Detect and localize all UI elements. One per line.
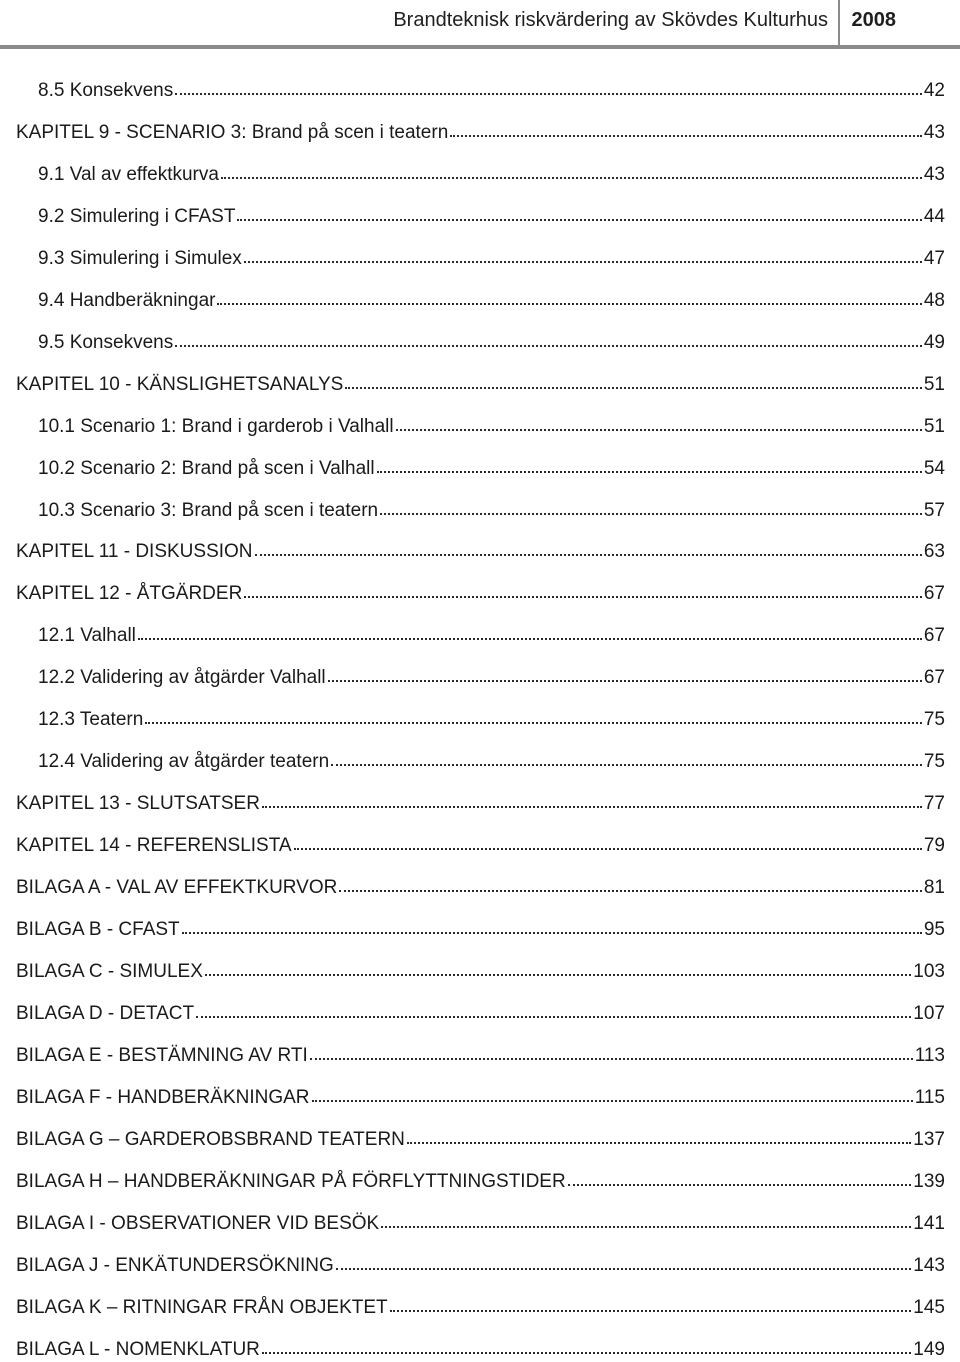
toc-leader-dots <box>310 1044 913 1060</box>
toc-entry-page-number: 51 <box>923 416 945 437</box>
toc-leader-dots <box>244 247 922 263</box>
toc-entry[interactable] <box>16 373 945 397</box>
toc-entry-page-number: 49 <box>923 332 945 353</box>
toc-entry-label: 9.4 Handberäkningar <box>38 290 216 311</box>
toc-leader-dots <box>331 750 922 766</box>
toc-entry-label: BILAGA F - HANDBERÄKNINGAR <box>16 1087 310 1108</box>
toc-entry-page-number: 79 <box>923 835 945 856</box>
toc-entry-label: 9.1 Val av effektkurva <box>38 164 219 185</box>
toc-leader-dots <box>138 624 922 640</box>
header-divider <box>838 0 840 46</box>
page-header <box>0 0 960 46</box>
toc-entry-label: 12.3 Teatern <box>38 709 144 730</box>
toc-entry-label: 12.2 Validering av åtgärder Valhall <box>38 667 326 688</box>
toc-entry-label: BILAGA J - ENKÄTUNDERSÖKNING <box>16 1255 334 1276</box>
toc-leader-dots <box>262 1338 911 1354</box>
toc-entry[interactable] <box>38 750 945 774</box>
toc-entry[interactable] <box>16 876 945 900</box>
toc-entry[interactable] <box>38 79 945 103</box>
toc-entry-page-number: 75 <box>923 709 945 730</box>
toc-entry[interactable] <box>38 331 945 355</box>
toc-entry[interactable] <box>38 163 945 187</box>
toc-entry-label: BILAGA H – HANDBERÄKNINGAR PÅ FÖRFLYTTNINGSTIDER <box>16 1171 566 1192</box>
toc-leader-dots <box>237 205 921 221</box>
toc-entry[interactable] <box>16 1128 945 1152</box>
toc-entry-label: 10.2 Scenario 2: Brand på scen i Valhall <box>38 458 375 479</box>
document-title: Brandteknisk riskvärdering av Skövdes Kulturhus <box>393 9 828 31</box>
toc-leader-dots <box>407 1128 911 1144</box>
toc-entry[interactable] <box>16 1296 945 1320</box>
toc-entry-label: KAPITEL 11 - DISKUSSION <box>16 541 253 562</box>
toc-entry-label: 9.2 Simulering i CFAST <box>38 206 236 227</box>
toc-leader-dots <box>568 1170 912 1186</box>
toc-entry-page-number: 43 <box>923 122 945 143</box>
toc-entry-label: BILAGA E - BESTÄMNING AV RTI <box>16 1045 308 1066</box>
toc-entry-label: BILAGA I - OBSERVATIONER VID BESÖK <box>16 1213 380 1234</box>
toc-entry[interactable] <box>38 289 945 313</box>
toc-leader-dots <box>312 1086 913 1102</box>
toc-entry[interactable] <box>38 499 945 523</box>
toc-entry-label: 10.1 Scenario 1: Brand i garderob i Valhall <box>38 416 394 437</box>
toc-entry[interactable] <box>16 960 945 984</box>
toc-entry-page-number: 139 <box>913 1171 945 1192</box>
toc-entry-label: BILAGA L - NOMENKLATUR <box>16 1339 260 1360</box>
toc-leader-dots <box>381 1212 911 1228</box>
toc-entry[interactable] <box>16 1044 945 1068</box>
toc-entry-label: KAPITEL 13 - SLUTSATSER <box>16 793 260 814</box>
toc-entry-page-number: 143 <box>913 1255 945 1276</box>
toc-leader-dots <box>396 415 922 431</box>
toc-leader-dots <box>217 289 921 305</box>
toc-entry-label: BILAGA K – RITNINGAR FRÅN OBJEKTET <box>16 1297 388 1318</box>
toc-entry[interactable] <box>16 1212 945 1236</box>
toc-entry-page-number: 103 <box>913 961 945 982</box>
toc-entry-page-number: 48 <box>923 290 945 311</box>
toc-leader-dots <box>244 582 922 598</box>
document-year: 2008 <box>851 9 896 31</box>
toc-leader-dots <box>294 834 922 850</box>
toc-entry-page-number: 145 <box>913 1297 945 1318</box>
toc-entry-page-number: 42 <box>923 80 945 101</box>
toc-entry[interactable] <box>38 666 945 690</box>
toc-leader-dots <box>205 960 911 976</box>
toc-leader-dots <box>380 499 922 515</box>
toc-leader-dots <box>377 457 922 473</box>
toc-entry-page-number: 81 <box>923 877 945 898</box>
toc-leader-dots <box>196 1002 911 1018</box>
toc-entry-label: BILAGA A - VAL AV EFFEKTKURVOR <box>16 877 338 898</box>
header-rule <box>0 45 960 49</box>
toc-entry-label: 8.5 Konsekvens <box>38 80 174 101</box>
toc-entry[interactable] <box>38 624 945 648</box>
toc-entry-page-number: 51 <box>923 374 945 395</box>
toc-entry[interactable] <box>16 834 945 858</box>
toc-entry-label: BILAGA G – GARDEROBSBRAND TEATERN <box>16 1129 405 1150</box>
toc-leader-dots <box>390 1296 912 1312</box>
toc-leader-dots <box>255 540 922 556</box>
toc-entry-label: KAPITEL 10 - KÄNSLIGHETSANALYS <box>16 374 344 395</box>
toc-entry-label: BILAGA B - CFAST <box>16 919 180 940</box>
toc-leader-dots <box>145 708 922 724</box>
toc-entry[interactable] <box>38 415 945 439</box>
toc-entry-label: 10.3 Scenario 3: Brand på scen i teatern <box>38 500 379 521</box>
toc-entry-page-number: 67 <box>923 667 945 688</box>
toc-leader-dots <box>345 373 922 389</box>
toc-entry-page-number: 141 <box>913 1213 945 1234</box>
toc-entry[interactable] <box>16 121 945 145</box>
toc-entry-label: KAPITEL 14 - REFERENSLISTA <box>16 835 292 856</box>
toc-leader-dots <box>221 163 922 179</box>
toc-entry[interactable] <box>16 1086 945 1110</box>
toc-leader-dots <box>175 79 922 95</box>
toc-entry-page-number: 149 <box>913 1339 945 1360</box>
toc-entry-label: 9.5 Konsekvens <box>38 332 174 353</box>
toc-entry-page-number: 43 <box>923 164 945 185</box>
toc-entry-page-number: 77 <box>923 793 945 814</box>
toc-entry[interactable] <box>16 1002 945 1026</box>
toc-leader-dots <box>175 331 922 347</box>
toc-entry-page-number: 67 <box>923 625 945 646</box>
toc-entry-page-number: 47 <box>923 248 945 269</box>
toc-entry[interactable] <box>16 792 945 816</box>
toc-entry[interactable] <box>38 457 945 481</box>
toc-leader-dots <box>262 792 922 808</box>
toc-entry[interactable] <box>16 1254 945 1278</box>
toc-entry[interactable] <box>16 1338 945 1362</box>
toc-leader-dots <box>339 876 922 892</box>
toc-entry-label: 9.3 Simulering i Simulex <box>38 248 242 269</box>
toc-entry-page-number: 137 <box>913 1129 945 1150</box>
toc-entry[interactable] <box>38 708 945 732</box>
toc-entry[interactable] <box>38 247 945 271</box>
toc-entry-page-number: 107 <box>913 1003 945 1024</box>
toc-leader-dots <box>336 1254 912 1270</box>
toc-entry-page-number: 54 <box>923 458 945 479</box>
toc-entry-page-number: 67 <box>923 583 945 604</box>
toc-entry-label: 12.1 Valhall <box>38 625 136 646</box>
toc-entry-label: KAPITEL 9 - SCENARIO 3: Brand på scen i teatern <box>16 122 449 143</box>
toc-entry[interactable] <box>16 918 945 942</box>
toc-entry[interactable] <box>16 582 945 606</box>
toc-entry[interactable] <box>16 540 945 564</box>
toc-entry[interactable] <box>38 205 945 229</box>
toc-entry-page-number: 95 <box>923 919 945 940</box>
toc-entry-label: KAPITEL 12 - ÅTGÄRDER <box>16 583 243 604</box>
toc-entry-page-number: 75 <box>923 751 945 772</box>
toc-leader-dots <box>328 666 922 682</box>
toc-entry-label: BILAGA D - DETACT <box>16 1003 195 1024</box>
toc-entry-label: 12.4 Validering av åtgärder teatern <box>38 751 330 772</box>
toc-leader-dots <box>450 121 922 137</box>
toc-entry-page-number: 57 <box>923 500 945 521</box>
toc-entry-page-number: 44 <box>923 206 945 227</box>
toc-leader-dots <box>182 918 922 934</box>
toc-entry-page-number: 63 <box>923 541 945 562</box>
toc-entry-label: BILAGA C - SIMULEX <box>16 961 203 982</box>
toc-entry[interactable] <box>16 1170 945 1194</box>
toc-entry-page-number: 113 <box>914 1045 945 1066</box>
toc-entry-page-number: 115 <box>914 1087 945 1108</box>
